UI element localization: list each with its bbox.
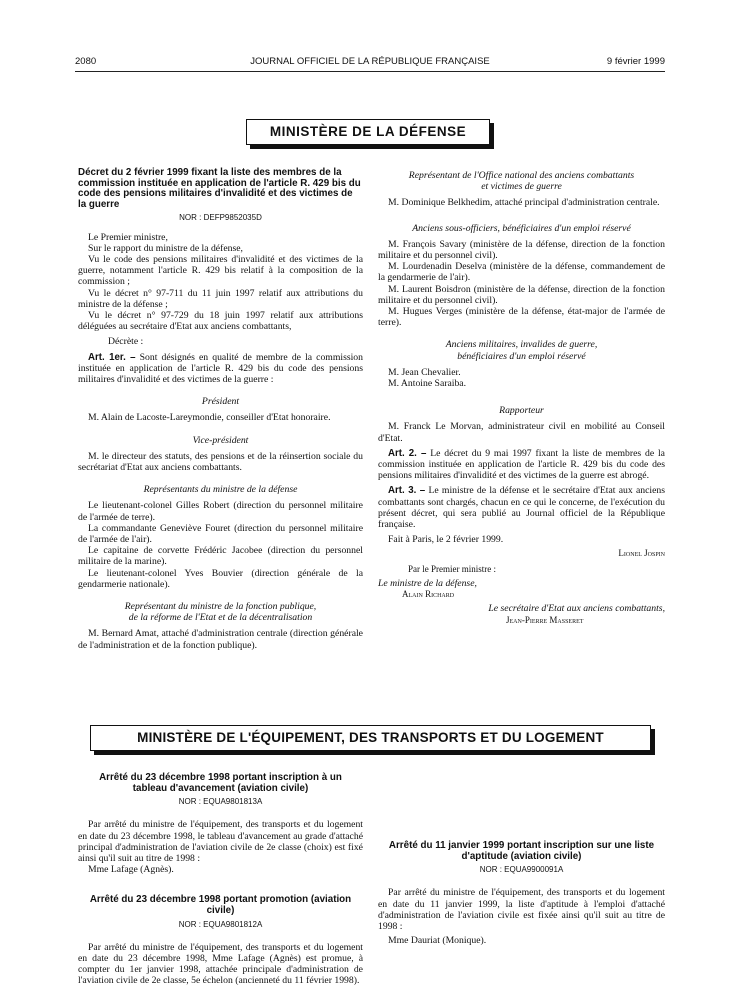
article-3-text: Le ministre de la défense et le secrétaire d'Etat aux anciens combattants sont chargés, chacun en ce qui le concerne, de l'exécution du présent décret, qui sera publié au Journal officiel de la République française. <box>378 485 665 531</box>
secretary-title: Le secrétaire d'Etat aux anciens combattants, <box>488 603 665 615</box>
member-entry: M. Alain de Lacoste-Lareymondie, conseiller d'Etat honoraire. <box>88 412 331 424</box>
member-entry: Le lieutenant-colonel Yves Bouvier (direction générale de la gendarmerie nationale). <box>78 567 363 590</box>
signer-secretary: Jean-Pierre Masseret <box>506 614 584 625</box>
section-heading: Anciens militaires, invalides de guerre, <box>445 339 598 351</box>
article-3 <box>378 485 665 530</box>
section-heading: Rapporteur <box>499 405 544 417</box>
section-heading: Représentants du ministre de la défense <box>143 484 298 496</box>
arrete-text: Par arrêté du ministre de l'équipement, des transports et du logement en date du 23 décembre 1998, le tableau d'avancement au grade d'attaché principal d'administration de l'aviation civile de 2e classe (choix) est fixé ainsi qu'il suit au titre de 1998 : <box>78 819 363 864</box>
minister-defense-title: Le ministre de la défense, <box>378 577 477 589</box>
article-3-label: Art. 3. – <box>388 485 426 497</box>
journal-title: JOURNAL OFFICIEL DE LA RÉPUBLIQUE FRANÇAISE <box>250 56 490 67</box>
arretes-column-left <box>78 773 363 987</box>
decret-column-left <box>78 168 363 651</box>
member-entry: M. Dominique Belkhedim, attaché principal d'administration centrale. <box>388 197 660 209</box>
arrete-text: Par arrêté du ministre de l'équipement, des transports et du logement en date du 11 janvier 1999, la liste d'aptitude à l'emploi d'attaché d'administration de l'aviation civile est fixée ainsi qu'il suit au titre de 1998 : <box>378 887 665 932</box>
arrete-title: Arrêté du 11 janvier 1999 portant inscription sur une liste d'aptitude (aviation civile) <box>388 840 655 862</box>
member-entry: M. le directeur des statuts, des pensions et de la réinsertion sociale du secrétariat d'Etat aux anciens combattants. <box>78 450 363 474</box>
section-heading: bénéficiaires d'un emploi réservé <box>457 350 586 362</box>
member-entry: Le capitaine de corvette Frédéric Jacobee (direction du personnel militaire de la marine). <box>78 545 363 568</box>
ministry-heading-defense: MINISTÈRE DE LA DÉFENSE <box>246 119 490 145</box>
arrete-title: Arrêté du 23 décembre 1998 portant promotion (aviation civile) <box>89 894 352 916</box>
page-number: 2080 <box>75 56 97 67</box>
par-premier-ministre: Par le Premier ministre : <box>408 563 496 574</box>
page-header <box>75 56 665 70</box>
member-entry: M. Bernard Amat, attaché d'administration centrale (direction générale de l'administration et de la fonction publique). <box>78 628 363 651</box>
article-2 <box>378 448 665 482</box>
article-1-label: Art. 1er. – <box>88 351 136 363</box>
ministry-heading-equipement: MINISTÈRE DE L'ÉQUIPEMENT, DES TRANSPORTS ET DU LOGEMENT <box>90 725 651 751</box>
issue-date: 9 février 1999 <box>606 56 665 67</box>
member-entry: M. Hugues Verges (ministère de la défense, état-major de l'armée de terre). <box>378 306 665 329</box>
member-entry: M. Lourdenadin Deselva (ministère de la défense, commandement de la gendarmerie de l'air). <box>378 261 665 284</box>
article-1 <box>78 352 363 386</box>
member-entry: M. Jean Chevalier. <box>388 366 461 378</box>
arrete-text: Par arrêté du ministre de l'équipement, des transports et du logement en date du 23 décembre 1998, Mme Lafage (Agnès) est promue, à compter du 1er janvier 1998, attachée principale d'administration de l'aviation civile de 2e classe, 5e échelon (ancienneté du 11 février 1998). <box>78 941 363 987</box>
signer-prime-minister: Lionel Jospin <box>618 548 665 559</box>
section-heading: Vice-président <box>192 434 249 446</box>
arrete-nor: NOR : EQUA9801812A <box>178 919 263 929</box>
member-entry: M. Franck Le Morvan, administrateur civil en mobilité au Conseil d'Etat. <box>378 421 665 444</box>
decret-para: Vu le code des pensions militaires d'invalidité et des victimes de la guerre, notamment l'article R. 429 bis relatif à la composition de la commission ; <box>78 253 363 288</box>
section-heading: Président <box>201 396 240 408</box>
article-2-text: Le décret du 9 mai 1997 fixant la liste de membres de la commission instituée en application de l'article R. 429 bis du code des pensions militaires d'invalidité et des victimes de la guerre est abrogé. <box>378 447 665 482</box>
member-entry: Le lieutenant-colonel Gilles Robert (direction du personnel militaire de l'armée de terre). <box>78 500 363 523</box>
decret-para: Vu le décret n° 97-729 du 18 juin 1997 relatif aux attributions déléguées au secrétaire d'Etat aux anciens combattants, <box>78 310 363 333</box>
arrete-title: Arrêté du 23 décembre 1998 portant inscription à un tableau d'avancement (aviation civile) <box>99 772 342 794</box>
arrete-nor: NOR : EQUA9801813A <box>178 797 263 807</box>
section-heading: et victimes de guerre <box>481 181 562 193</box>
decrete-label: Décrète : <box>108 336 144 348</box>
decret-para: Le Premier ministre, <box>88 231 168 243</box>
decret-para: Vu le décret n° 97-711 du 11 juin 1997 relatif aux attributions du ministre de la défense ; <box>78 287 363 310</box>
header-divider <box>75 71 665 72</box>
signature-place-date: Fait à Paris, le 2 février 1999. <box>388 534 504 546</box>
member-entry: M. François Savary (ministère de la défense, direction de la fonction militaire et du personnel civil). <box>378 238 665 262</box>
decret-nor: NOR : DEFP9852035D <box>179 213 262 223</box>
section-heading: de la réforme de l'Etat et de la décentralisation <box>128 612 313 624</box>
decret-column-right <box>378 170 665 626</box>
arretes-column-right <box>378 773 665 946</box>
section-heading: Représentant du ministre de la fonction publique, <box>124 601 317 613</box>
member-entry: M. Laurent Boisdron (ministère de la défense, direction de la fonction militaire et du personnel civil). <box>378 283 665 306</box>
member-entry: M. Antoine Saraiba. <box>388 378 467 390</box>
decret-title: Décret du 2 février 1999 fixant la liste des membres de la commission instituée en application de l'article R. 429 bis du code des pensions militaires d'invalidité et des victimes de la guerre <box>78 167 361 210</box>
arrete-name: Mme Lafage (Agnès). <box>88 864 174 876</box>
section-heading: Anciens sous-officiers, bénéficiaires d'un emploi réservé <box>412 222 631 234</box>
decret-para: Sur le rapport du ministre de la défense, <box>88 242 243 254</box>
article-2-label: Art. 2. – <box>388 447 427 459</box>
member-entry: La commandante Geneviève Fouret (direction du personnel militaire de l'armée de l'air). <box>78 522 363 546</box>
article-1-text: Sont désignés en qualité de membre de la commission instituée en application de l'article R. 429 bis du code des pensions militaires d'invalidité et des victimes de la guerre : <box>78 351 363 386</box>
section-heading: Représentant de l'Office national des anciens combattants <box>408 170 635 181</box>
signer-minister-defense: Alain Richard <box>402 589 455 600</box>
arrete-name: Mme Dauriat (Monique). <box>388 935 487 947</box>
arrete-nor: NOR : EQUA9900091A <box>479 865 564 875</box>
